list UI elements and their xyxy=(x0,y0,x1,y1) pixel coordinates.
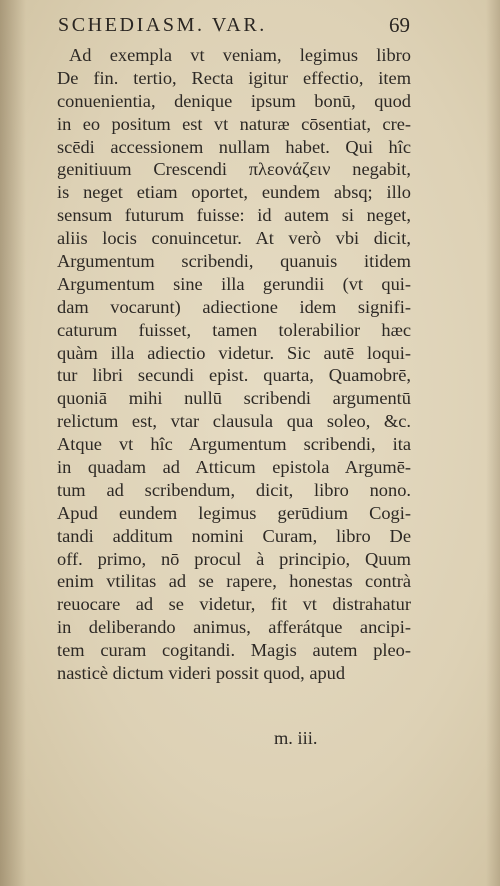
text-line: tum ad scribendum, dicit, libro nono. xyxy=(57,479,411,500)
text-line: is neget etiam oportet, eundem absq; illo xyxy=(57,182,411,203)
signature-mark: m. iii. xyxy=(274,728,318,748)
text-line: sensum futurum fuisse: id autem si neget, xyxy=(57,205,411,226)
text-line: quoniā mihi nullū scribendi argumentū xyxy=(57,388,411,409)
text-line: quàm illa adiectio videtur. Sic autē loqui- xyxy=(57,342,411,363)
text-line: Atque vt hîc Argumentum scribendi, ita xyxy=(57,434,411,455)
text-line: Argumentum scribendi, quanuis itidem xyxy=(57,251,411,272)
text-line: aliis locis conuincetur. At verò vbi dicit, xyxy=(57,228,411,249)
text-line: caturum fuisset, tamen tolerabilior hæc xyxy=(57,319,411,340)
page-number: 69 xyxy=(389,13,410,37)
text-line: tem curam cogitandi. Magis autem pleo- xyxy=(57,640,411,661)
text-line: De fin. tertio, Recta igitur effectio, item xyxy=(57,67,411,88)
text-line: relictum est, vtar clausula qua soleo, &c. xyxy=(57,411,411,432)
page-header xyxy=(58,14,410,42)
text-line: off. primo, nō procul à principio, Quum xyxy=(57,548,411,569)
page-edge-shadow xyxy=(486,0,500,886)
text-line: Ad exempla vt veniam, legimus libro xyxy=(69,45,411,65)
text-line: tandi additum nomini Curam, libro De xyxy=(57,525,411,546)
text-line: genitiuum Crescendi πλεονάζειν negabit, xyxy=(57,159,411,180)
text-line: in deliberando animus, afferátque ancipi- xyxy=(57,617,411,638)
text-line: Apud eundem legimus gerūdium Cogi- xyxy=(57,502,411,523)
text-line: Argumentum sine illa gerundii (vt qui- xyxy=(57,273,411,294)
text-line: scēdi accessionem nullam habet. Qui hîc xyxy=(57,136,411,157)
text-line: tur libri secundi epist. quarta, Quamobrē, xyxy=(57,365,411,386)
text-line: dam vocarunt) adiectione idem signifi- xyxy=(57,296,411,317)
text-line: reuocare ad se videtur, fit vt distrahatur xyxy=(57,594,411,615)
text-line: in quadam ad Atticum epistola Argumē- xyxy=(57,457,411,478)
spine-shadow xyxy=(0,0,26,886)
text-line: enim vtilitas ad se rapere, honestas contrà xyxy=(57,571,411,592)
text-line: nasticè dictum videri possit quod, apud xyxy=(57,663,346,684)
text-line: in eo positum est vt naturæ cōsentiat, cre- xyxy=(57,113,411,134)
body-text xyxy=(57,44,411,685)
running-head: SCHEDIASM. VAR. xyxy=(58,14,267,36)
text-line: conuenientia, denique ipsum bonū, quod xyxy=(57,90,411,111)
